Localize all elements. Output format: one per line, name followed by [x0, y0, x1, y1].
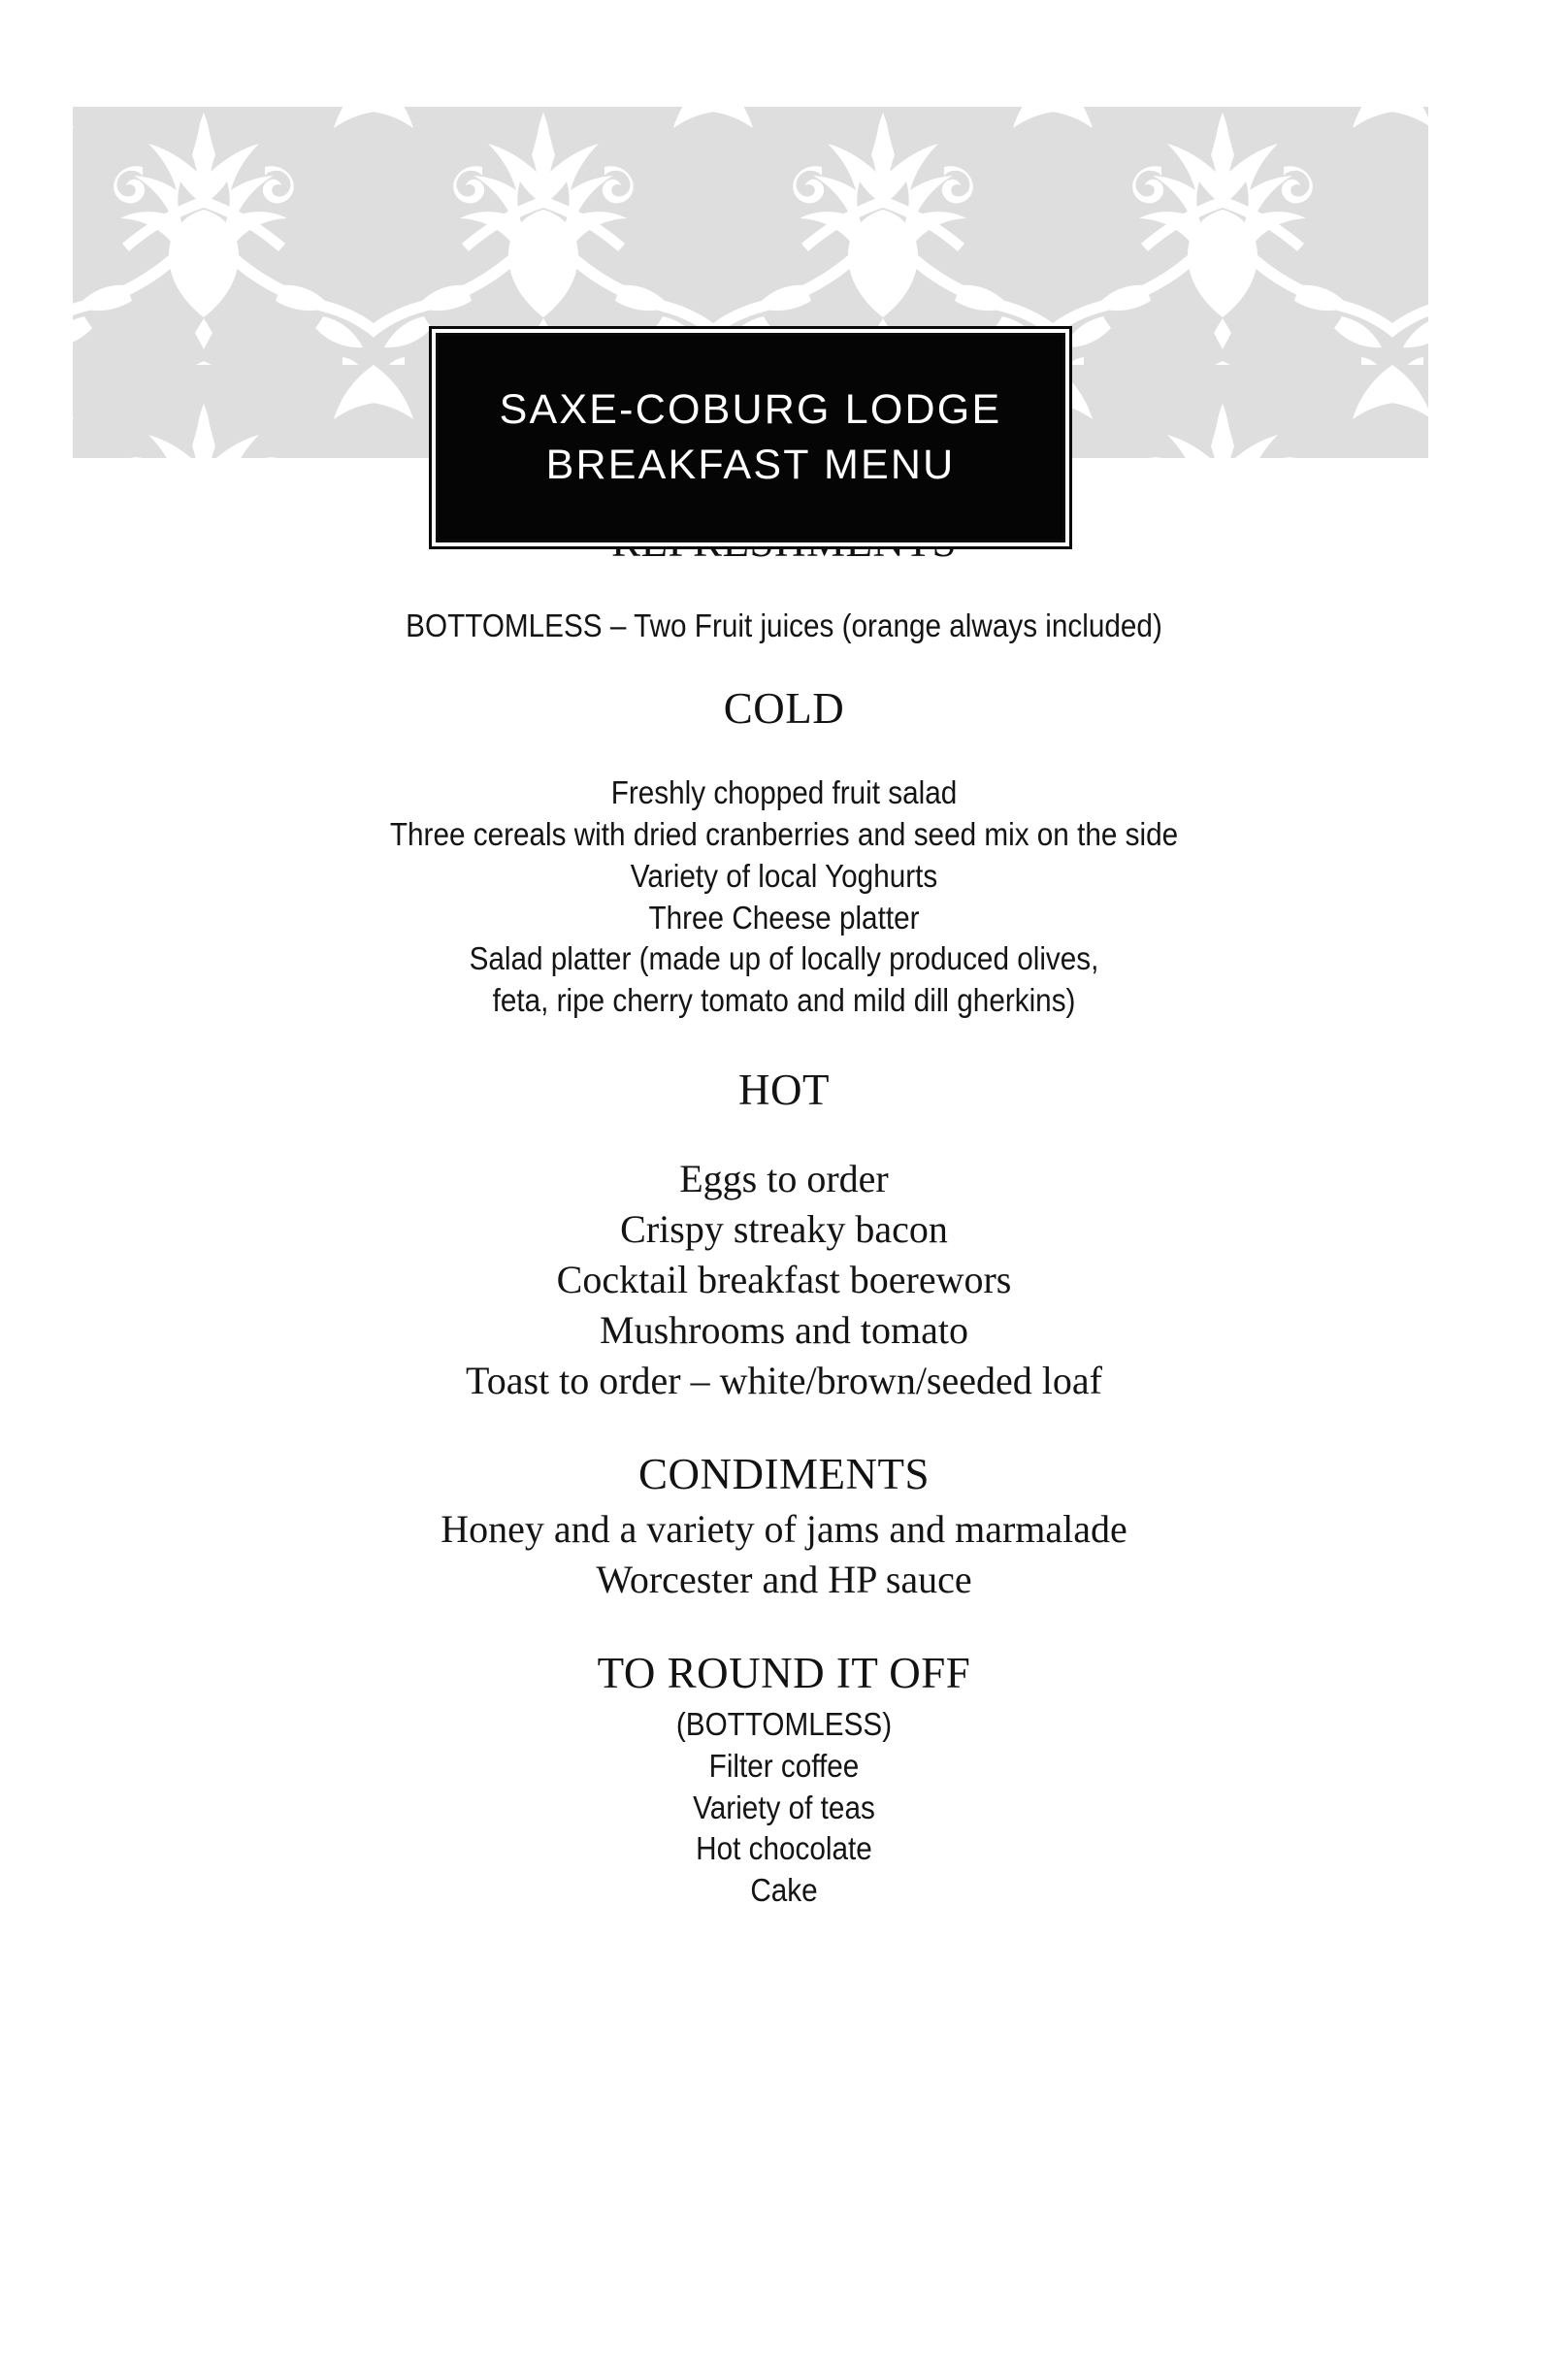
menu-item: Toast to order – white/brown/seeded loaf — [466, 1358, 1102, 1402]
menu-title-line-1: SAXE-COBURG LODGE — [499, 386, 1002, 434]
menu-item: Salad platter (made up of locally produced olives, — [469, 940, 1099, 977]
spacer — [0, 1022, 1568, 1067]
spacer — [0, 1406, 1568, 1451]
spacer — [0, 1605, 1568, 1650]
menu-item: BOTTOMLESS – Two Fruit juices (orange always included) — [406, 607, 1162, 643]
menu-section-hot — [0, 1067, 1568, 1406]
section-items-hot — [0, 1154, 1568, 1406]
section-items-refreshments — [0, 606, 1568, 647]
menu-title-plaque — [429, 326, 1072, 549]
menu-item: Variety of teas — [693, 1789, 875, 1825]
menu-title-line-2: BREAKFAST MENU — [545, 442, 956, 488]
section-items-to-round-it-off — [0, 1704, 1568, 1912]
menu-section-condiments — [0, 1451, 1568, 1606]
menu-section-to-round-it-off — [0, 1650, 1568, 1912]
menu-item: Filter coffee — [708, 1747, 860, 1784]
menu-item: Three Cheese platter — [648, 899, 920, 936]
menu-section-cold — [0, 685, 1568, 1022]
menu-item: Eggs to order — [679, 1156, 889, 1200]
menu-item: Honey and a variety of jams and marmalade — [441, 1507, 1127, 1552]
menu-item: (BOTTOMLESS) — [675, 1705, 893, 1742]
menu-item: Three cereals with dried cranberries and seed mix on the side — [389, 815, 1179, 852]
menu-item: Cake — [750, 1872, 818, 1909]
section-heading-hot: HOT — [738, 1066, 830, 1115]
section-heading-condiments: CONDIMENTS — [637, 1449, 930, 1498]
section-items-condiments — [0, 1504, 1568, 1605]
menu-body — [0, 458, 1568, 1912]
spacer — [0, 567, 1568, 606]
menu-item: feta, ripe cherry tomato and mild dill gherkins) — [492, 982, 1076, 1019]
menu-item: Worcester and HP sauce — [596, 1558, 972, 1602]
menu-item: Freshly chopped fruit salad — [610, 773, 958, 810]
spacer — [0, 646, 1568, 685]
menu-item: Variety of local Yoghurts — [630, 857, 938, 894]
menu-item: Mushrooms and tomato — [600, 1307, 968, 1352]
spacer — [0, 734, 1568, 772]
section-heading-to-round-it-off: TO ROUND IT OFF — [597, 1649, 971, 1698]
section-heading-cold: COLD — [723, 684, 845, 734]
menu-item: Cocktail breakfast boerewors — [556, 1257, 1012, 1301]
menu-item: Hot chocolate — [696, 1830, 872, 1867]
menu-item: Crispy streaky bacon — [620, 1206, 948, 1251]
spacer — [0, 1115, 1568, 1154]
section-items-cold — [0, 772, 1568, 1022]
